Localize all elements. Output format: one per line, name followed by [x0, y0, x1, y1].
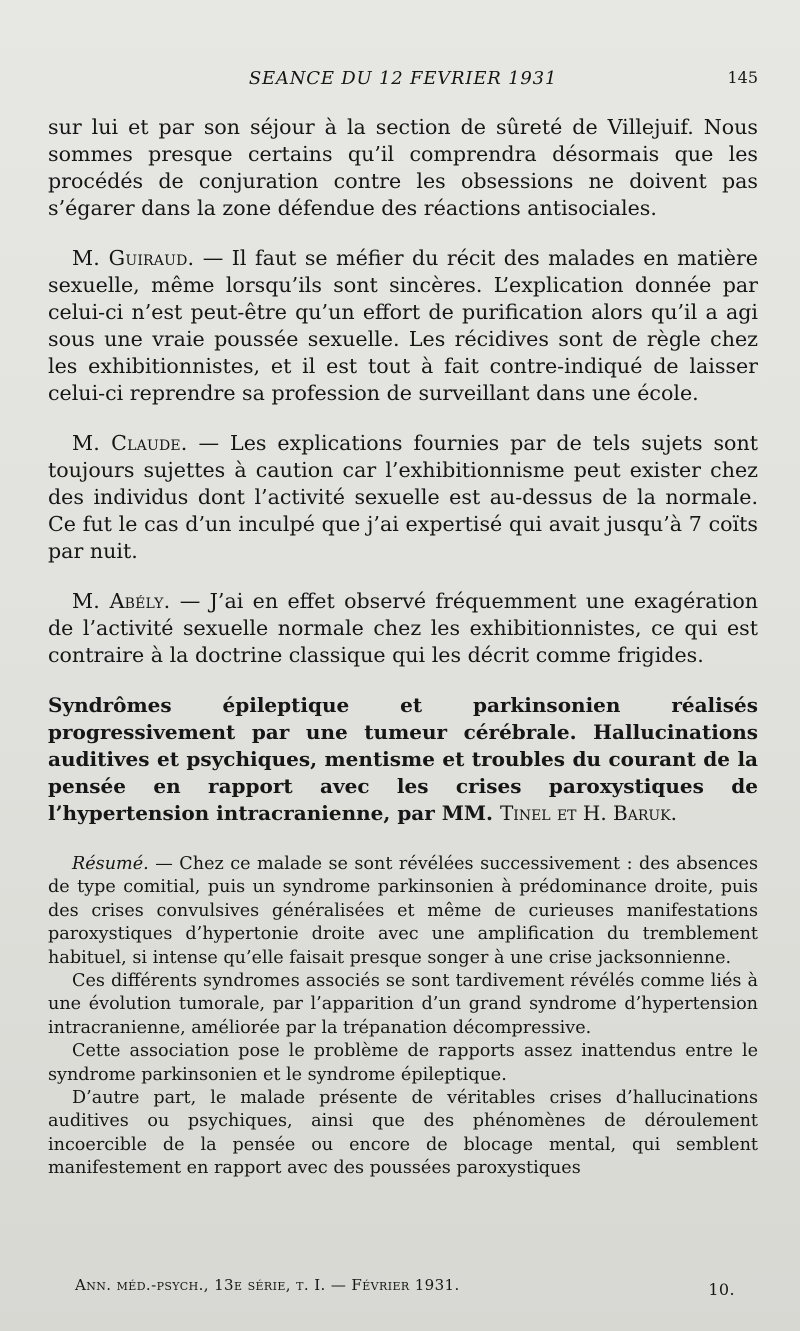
- page-footer: [75, 1276, 735, 1304]
- paragraph-claude: [48, 430, 758, 565]
- summary-text-1: — Chez ce malade se sont révélées successivement : des absences de type comitial, puis un syndrome parkinsonien à prédominance droite, puis des crises convulsives généralisées et même de curieuses manifestations paroxystiques d’hypertonie droite avec une amplification du tremblement habituel, si intense qu’elle faisait presque songer à une crise jacksonnienne.: [48, 854, 758, 968]
- paragraph-guiraud: [48, 245, 758, 407]
- summary-text-2: Ces différents syndromes associés se sont tardivement révélés comme liés à une évolution tumorale, par l’apparition d’un grand syndrome d’hypertension intracranienne, améliorée par la trépanation décompressive.: [48, 971, 758, 1038]
- speaker-abely: M. Abély.: [72, 589, 171, 613]
- paragraph-guiraud-text: — Il faut se méfier du récit des malades en matière sexuelle, même lorsqu’ils sont sincères. L’explication donnée par celui-ci n’est peut-être qu’un effort de purification alors qu’il a agi sous une vraie poussée sexuelle. Les récidives sont de règle chez les exhibitionnistes, et il est tout à fait contre-indiqué de laisser celui-ci reprendre sa profession de surveillant dans une école.: [48, 246, 758, 405]
- page-header: [48, 68, 758, 94]
- speaker-claude: M. Claude.: [72, 431, 188, 455]
- paragraph-continuation: [48, 114, 758, 222]
- summary-paragraph-2: [48, 970, 758, 1040]
- summary-paragraph-3: [48, 1040, 758, 1087]
- summary-text-4: D’autre part, le malade présente de véritables crises d’hallucinations auditives ou psychiques, ainsi que des phénomènes de déroulement incoercible de la pensée ou encore de blocage mental, qui semblent manifestement en rapport avec des poussées paroxystiques: [48, 1088, 758, 1179]
- footer-signature: 10.: [708, 1280, 735, 1299]
- summary-paragraph-1: [48, 853, 758, 970]
- footer-citation: Ann. méd.-psych., 13e série, t. I. — Février 1931.: [75, 1276, 460, 1294]
- main-text: [48, 114, 758, 1181]
- summary-paragraph-4: [48, 1087, 758, 1181]
- article-title-main: Syndrômes épileptique et parkinsonien réalisés progressivement par une tumeur cérébrale. Hallucinations auditives et psychiques, mentisme et troubles du courant de la pensée en rapport avec les crises paroxystiques de l’hypertension intracranienne, par MM.: [48, 693, 758, 825]
- summary-label: Résumé.: [72, 854, 149, 874]
- summary-section: [48, 853, 758, 1181]
- paragraph-1-text: sur lui et par son séjour à la section de sûreté de Villejuif. Nous sommes presque certains qu’il comprendra désormais que les procédés de conjuration contre les obsessions ne doivent pas s’égarer dans la zone défendue des réactions antisociales.: [48, 115, 758, 220]
- article-authors: Tinel et H. Baruk.: [499, 801, 677, 825]
- article-title: [48, 692, 758, 827]
- running-title: SEANCE DU 12 FEVRIER 1931: [248, 68, 558, 89]
- paragraph-abely: [48, 588, 758, 669]
- summary-text-3: Cette association pose le problème de rapports assez inattendus entre le syndrome parkinsonien et le syndrome épileptique.: [48, 1041, 758, 1085]
- paragraph-claude-text: — Les explications fournies par de tels sujets sont toujours sujettes à caution car l’exhibitionnisme peut exister chez des individus dont l’activité sexuelle est au-dessus de la normale. Ce fut le cas d’un inculpé que j’ai expertisé qui avait jusqu’à 7 coïts par nuit.: [48, 431, 758, 563]
- page-number: 145: [727, 68, 758, 87]
- paragraph-abely-text: — J’ai en effet observé fréquemment une exagération de l’activité sexuelle normale chez les exhibitionnistes, ce qui est contraire à la doctrine classique qui les décrit comme frigides.: [48, 589, 758, 667]
- speaker-guiraud: M. Guiraud.: [72, 246, 195, 270]
